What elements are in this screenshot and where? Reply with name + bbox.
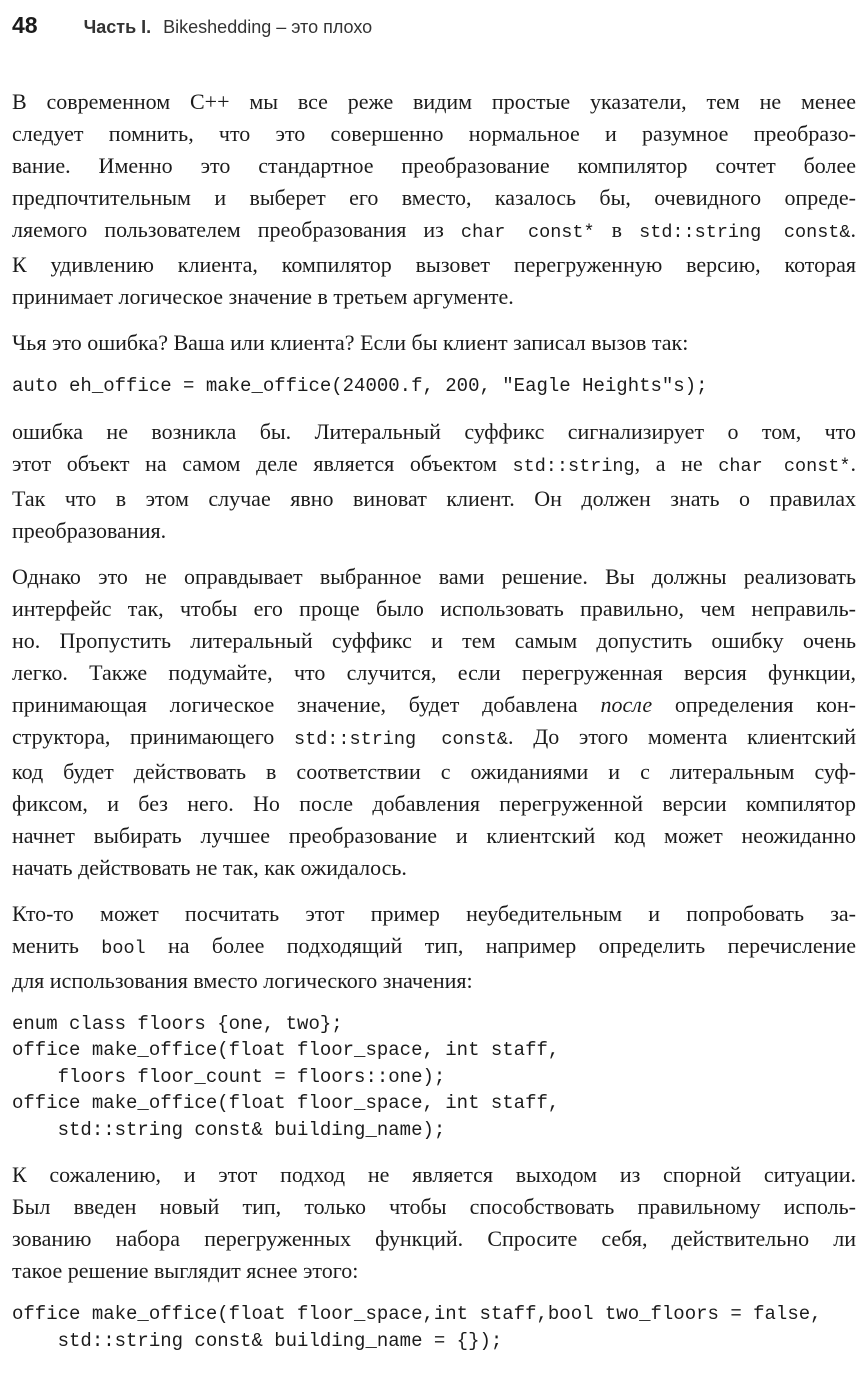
paragraph-6	[12, 1159, 856, 1287]
text-line: принимает логическое значение в третьем аргументе.	[12, 284, 514, 309]
inline-code: bool	[101, 937, 146, 959]
text-line: К сожалению, и этот подход не является выходом из спорной ситуации.	[12, 1162, 856, 1187]
text-line	[12, 930, 856, 965]
page-body	[12, 86, 856, 1354]
text-line: К удивлению клиента, компилятор вызовет перегруженную версию, которая	[12, 252, 856, 277]
code-block-2: enum class floors {one, two}; office make_office(float floor_space, int staff, floors floor_count = floors::one); office make_office(float floor_space, int staff, std::string const& building_name);	[12, 1012, 560, 1141]
inline-code: std::string const&	[293, 728, 509, 750]
text-line: фиксом, и без него. Но после добавления перегруженной версии компилятор	[12, 790, 856, 816]
text-line	[12, 214, 856, 249]
text-line: Так что в этом случае явно виноват клиент. Он должен знать о правилах	[12, 485, 856, 511]
text-line	[12, 448, 856, 483]
paragraph-4	[12, 561, 856, 884]
text-line: такое решение выглядит яснее этого:	[12, 1258, 359, 1283]
code-block-1: auto eh_office = make_office(24000.f, 200, "Eagle Heights"s);	[12, 375, 708, 397]
text-run: этот объект на самом деле является объектом	[12, 450, 513, 476]
text-line: Был введен новый тип, только чтобы способствовать правильному исполь-	[12, 1194, 856, 1219]
text-line: интерфейс так, чтобы его проще было использовать правильно, чем неправиль-	[12, 595, 856, 621]
text-line: преобразования.	[12, 517, 167, 543]
part-label: Часть I.	[83, 17, 152, 37]
inline-code: std::string const&	[639, 222, 851, 243]
inline-code: char const*	[718, 455, 851, 477]
chapter-title: Bikeshedding – это плохо	[163, 17, 373, 37]
code-block-3: office make_office(float floor_space,int staff,bool two_floors = false, std::string const& building_name = {});	[12, 1303, 822, 1352]
running-head	[12, 12, 372, 42]
page-number: 48	[12, 12, 38, 38]
text-run: структора, принимающего	[12, 723, 294, 749]
text-run: .	[850, 450, 856, 476]
emphasis: после	[600, 691, 653, 717]
inline-code: char const*	[460, 222, 595, 243]
text-line: Однако это не оправдывает выбранное вами решение. Вы должны реализовать	[12, 563, 856, 589]
text-line: начать действовать не так, как ожидалось.	[12, 854, 407, 880]
text-run: менить	[12, 932, 102, 958]
paragraph-3	[12, 416, 856, 547]
text-line: вание. Именно это стандартное преобразование компилятор сочтет более	[12, 153, 856, 178]
text-run: . До этого момента клиентский	[508, 723, 856, 749]
text-line: В современном C++ мы все реже видим простые указатели, тем не менее	[12, 89, 856, 114]
text-line: зованию набора перегруженных функций. Спросите себя, действительно ли	[12, 1226, 856, 1251]
text-line: начнет выбирать лучшее преобразование и клиентский код может неожиданно	[12, 822, 856, 848]
text-line: Чья это ошибка? Ваша или клиента? Если бы клиент записал вызов так:	[12, 330, 689, 355]
text-run: принимающая логическое значение, будет добавлена	[12, 691, 601, 717]
paragraph-1	[12, 86, 856, 313]
text-run: , а не	[634, 450, 719, 476]
text-line: легко. Также подумайте, что случится, если перегруженная версия функции,	[12, 659, 856, 685]
inline-code: std::string	[512, 455, 635, 477]
paragraph-2	[12, 327, 856, 359]
text-run: в	[594, 217, 640, 242]
text-line: для использования вместо логического значения:	[12, 967, 473, 993]
text-run: ляемого пользователем преобразования из	[12, 217, 461, 242]
text-line: ошибка не возникла бы. Литеральный суффикс сигнализирует о том, что	[12, 418, 856, 444]
text-line: предпочтительным и выберет его вместо, казалось бы, очевидного опреде-	[12, 185, 856, 210]
text-line: следует помнить, что это совершенно нормальное и разумное преобразо-	[12, 121, 856, 146]
text-line: но. Пропустить литеральный суффикс и тем самым допустить ошибку очень	[12, 627, 856, 653]
text-line	[12, 689, 856, 721]
text-run: определения кон-	[652, 691, 856, 717]
text-run: .	[850, 217, 856, 242]
text-line: Кто-то может посчитать этот пример неубедительным и попробовать за-	[12, 900, 856, 926]
text-line: код будет действовать в соответствии с ожиданиями и с литеральным суф-	[12, 758, 856, 784]
text-run: на более подходящий тип, например определить перечисление	[145, 932, 856, 958]
text-line	[12, 721, 856, 756]
paragraph-5	[12, 898, 856, 997]
